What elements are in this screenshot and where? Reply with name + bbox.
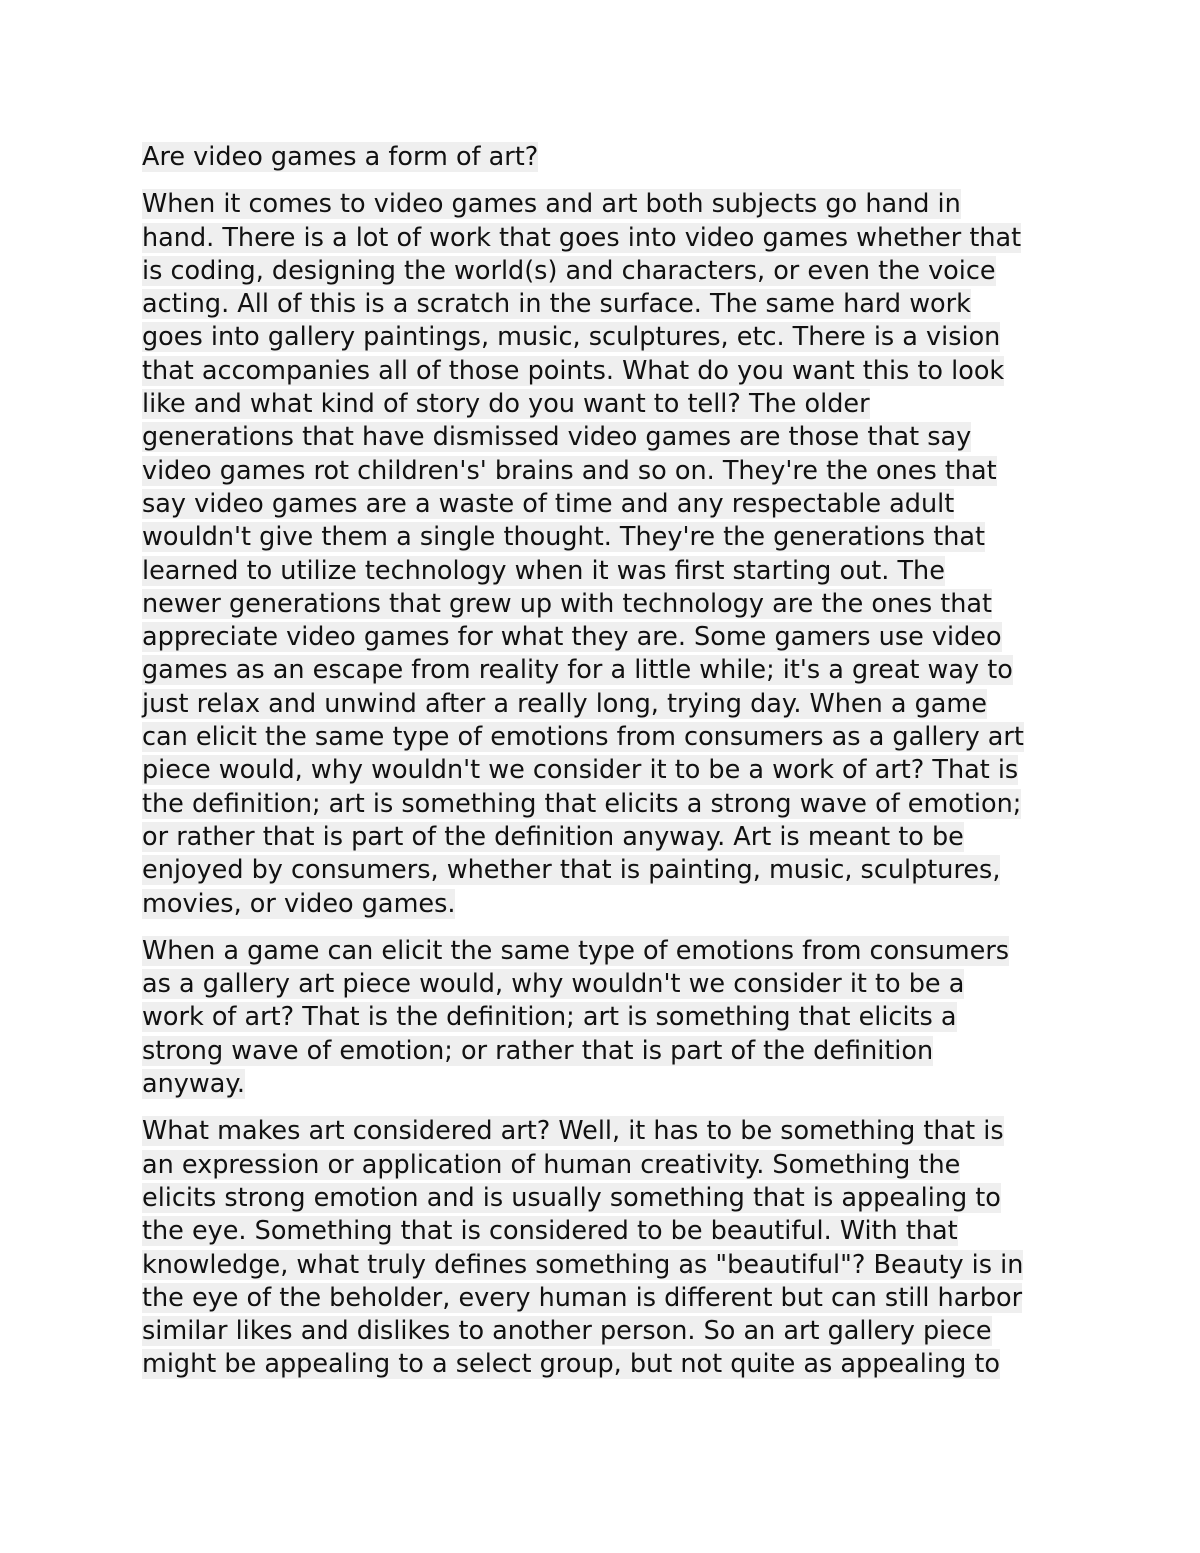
paragraph-2-text: When a game can elicit the same type of emotions from consumers as a gallery art piece would, why wouldn't we consider it to be a work of art? That is the definition; art is something that elicits a strong wave of emotion; or rather that is part of the definition anyway. (142, 935, 1010, 1100)
paragraph-1 (142, 188, 1067, 921)
paragraph-1-text: When it comes to video games and art both subjects go hand in hand. There is a lot of work that goes into video games whether that is coding, designing the world(s) and characters, or even the voice acting. All of this is a scratch in the surface. The same hard work goes into gallery paintings, music, sculptures, etc. There is a vision that accompanies all of those points. What do you want this to look like and what kind of story do you want to tell? The older generations that have dismissed video games are those that say video games rot children's' brains and so on. They're the ones that say video games are a waste of time and any respectable adult wouldn't give them a single thought. They're the generations that learned to utilize technology when it was first starting out. The newer generations that grew up with technology are the ones that appreciate video games for what they are. Some gamers use video games as an escape from reality for a little while; it's a great way to just relax and unwind after a really long, trying day. When a game can elicit the same type of emotions from consumers as a gallery art piece would, why wouldn't we consider it to be a work of art? That is the definition; art is something that elicits a strong wave of emotion; or rather that is part of the definition anyway. Art is meant to be enjoyed by consumers, whether that is painting, music, sculptures, movies, or video games. (142, 189, 1024, 919)
paragraph-2 (142, 935, 1067, 1101)
paragraph-3-text: What makes art considered art? Well, it has to be something that is an expression or application of human creativity. Something the elicits strong emotion and is usually something that is appealing to the eye. Something that is considered to be beautiful. With that knowledge, what truly defines something as "beautiful"? Beauty is in the eye of the beholder, every human is different but can still harbor similar likes and dislikes to another person. So an art gallery piece might be appealing to a select group, but not quite as appealing to (142, 1116, 1024, 1380)
document-title: Are video games a form of art? (142, 142, 539, 172)
document-page (142, 141, 1067, 1396)
paragraph-3 (142, 1115, 1067, 1381)
